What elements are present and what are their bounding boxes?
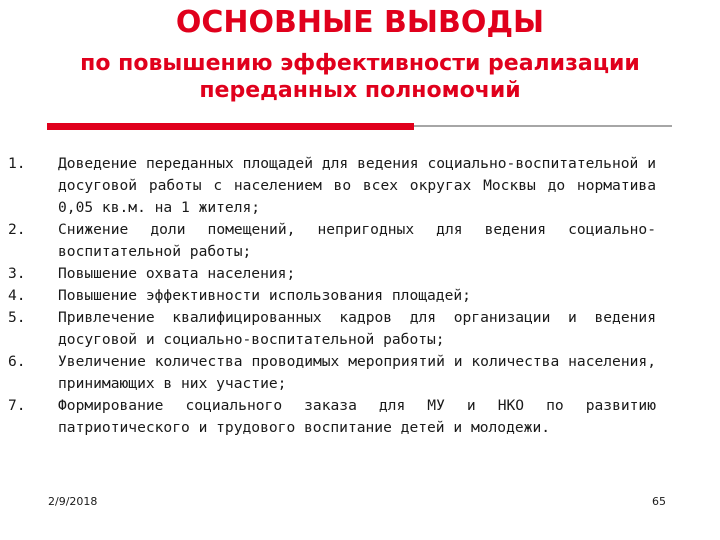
item-number: 5. [8, 309, 26, 326]
page-number: 65 [652, 495, 666, 508]
item-number: 1. [8, 155, 26, 172]
list-item [8, 153, 656, 219]
item-number: 4. [8, 287, 26, 304]
list-item [8, 219, 656, 263]
title-divider-accent [47, 123, 414, 130]
item-text: Привлечение квалифицированных кадров для организации и ведения досуговой и социально-воспитательной работы; [58, 309, 656, 348]
list-item [8, 263, 656, 285]
slide-subtitle [30, 50, 690, 104]
list-item [8, 307, 656, 351]
item-text: Увеличение количества проводимых мероприятий и количества населения, принимающих в них участие; [58, 353, 656, 392]
item-text: Доведение переданных площадей для ведения социально-воспитательной и досуговой работы с населением во всех округах Москвы до норматива 0,05 кв.м. на 1 жителя; [58, 155, 656, 216]
title-divider-gray [414, 125, 672, 127]
footer-date: 2/9/2018 [48, 495, 98, 508]
item-number: 3. [8, 265, 26, 282]
list-item [8, 351, 656, 395]
item-text: Формирование социального заказа для МУ и НКО по развитию патриотического и трудового воспитание детей и молодежи. [58, 397, 656, 436]
item-text: Повышение эффективности использования площадей; [58, 287, 471, 304]
list-item [8, 285, 656, 307]
item-number: 7. [8, 397, 26, 414]
slide-title: ОСНОВНЫЕ ВЫВОДЫ [175, 5, 545, 40]
subtitle-line-2: переданных полномочий [199, 78, 521, 103]
item-number: 6. [8, 353, 26, 370]
item-text: Снижение доли помещений, непригодных для ведения социально-воспитательной работы; [58, 221, 656, 260]
item-text: Повышение охвата населения; [58, 265, 296, 282]
item-number: 2. [8, 221, 26, 238]
list-item [8, 395, 656, 439]
subtitle-line-1: по повышению эффективности реализации [80, 51, 640, 76]
conclusions-list [8, 153, 656, 439]
